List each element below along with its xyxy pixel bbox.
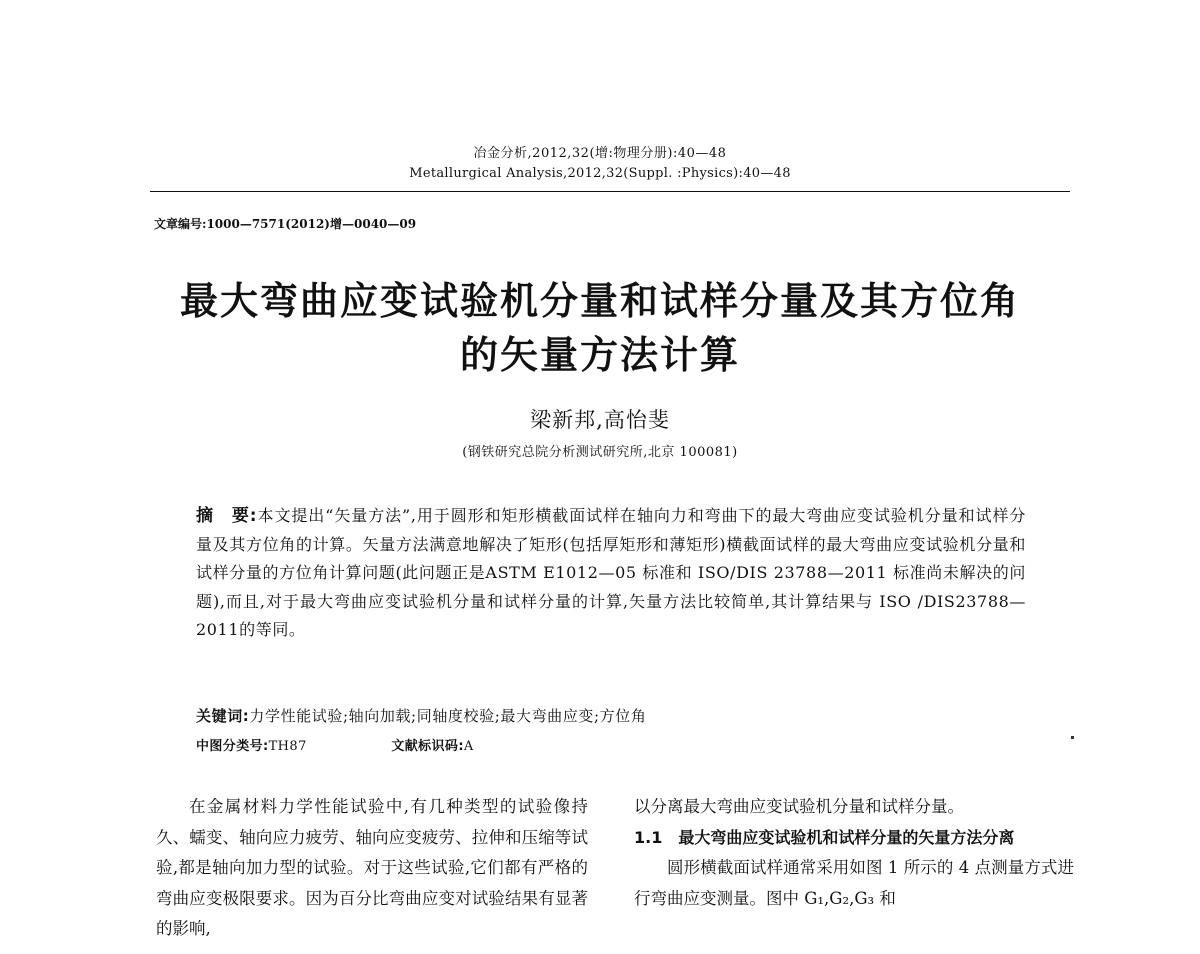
abstract [196,502,1026,645]
clc-value: TH87 [268,739,307,754]
body-paragraph-right: 圆形横截面试样通常采用如图 1 所示的 4 点测量方式进行弯曲应变测量。图中 G₁,G₂,G₃ 和 [634,858,1074,908]
clc-label: 中图分类号: [196,739,269,754]
journal-citation-cn: 冶金分析,2012,32(增:物理分册):40—48 [473,146,727,161]
doc-code-label: 文献标识码: [391,739,464,754]
abstract-label: 摘 要: [196,506,258,526]
header-rule [150,191,1070,192]
article-number-value: 1000—7571(2012)增—0040—09 [206,217,417,231]
body-column-right [634,792,1074,914]
authors: 梁新邦,高怡斐 [530,408,670,432]
keywords-text: 力学性能试验;轴向加载;同轴度校验;最大弯曲应变;方位角 [249,707,647,725]
scan-speck [1071,736,1074,739]
affiliation: (钢铁研究总院分析测试研究所,北京 100081) [462,445,738,460]
body-column-left [156,792,588,945]
title-line-2: 的矢量方法计算 [459,333,740,377]
section-heading: 1.1 最大弯曲应变试验机和试样分量的矢量方法分离 [634,827,1015,847]
keywords-label: 关键词: [196,707,250,725]
article-number [154,215,416,232]
title-line-1: 最大弯曲应变试验机分量和试样分量及其方位角 [179,279,1020,323]
abstract-text: 本文提出“矢量方法”,用于圆形和矩形横截面试样在轴向力和弯曲下的最大弯曲应变试验机分量和试样分量及其方位角的计算。矢量方法满意地解决了矩形(包括厚矩形和薄矩形)横截面试样的最大弯曲应变试验机分量和试样分量的方位角计算问题(此问题正是ASTM E1012—05 标准和 ISO/DIS 23788—2011 标准尚未解决的问题),而且,对于最大弯曲应变试验机分量和试样分量的计算,矢量方法比较简单,其计算结果与 ISO /DIS23788—2011的等同。 [196,506,1026,639]
doc-code-value: A [463,739,474,754]
journal-citation-en: Metallurgical Analysis,2012,32(Suppl. :Physics):40—48 [409,166,791,181]
article-number-label: 文章编号: [154,217,207,231]
body-paragraph-continuation: 以分离最大弯曲应变试验机分量和试样分量。 [634,797,964,816]
classification [196,735,474,754]
keywords [196,705,646,726]
body-paragraph-left: 在金属材料力学性能试验中,有几种类型的试验像持久、蠕变、轴向应力疲劳、轴向应变疲劳、拉伸和压缩等试验,都是轴向加力型的试验。对于这些试验,它们都有严格的弯曲应变极限要求。因为百分比弯曲应变对试验结果有显著的影响, [156,797,588,938]
